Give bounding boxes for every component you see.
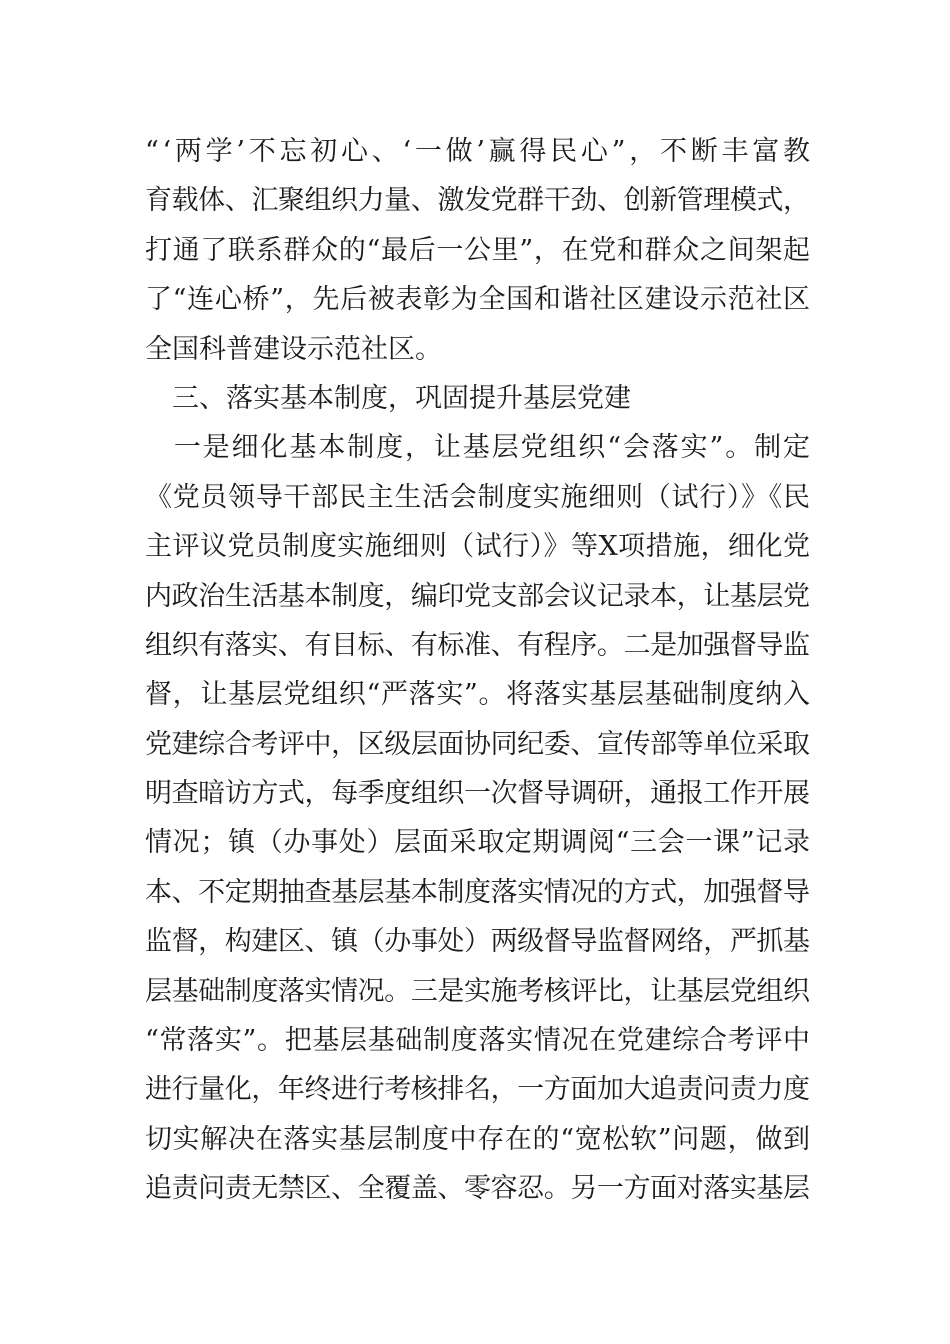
document-body: [145, 127, 814, 1214]
text-line: 党建综合考评中，区级层面协同纪委、宣传部等单位采取: [145, 728, 810, 760]
text-line: 层基础制度落实情况。三是实施考核评比，让基层党组织: [145, 975, 810, 1007]
section-heading: 三、落实基本制度，巩固提升基层党建: [145, 382, 631, 414]
text-line: 《党员领导干部民主生活会制度实施细则（试行）》《民: [145, 481, 811, 513]
text-line: “常落实”。把基层基础制度落实情况在党建综合考评中: [145, 1025, 811, 1057]
text-line: 追责问责无禁区、全覆盖、零容忍。另一方面对落实基层: [145, 1173, 810, 1205]
text-line: 切实解决在落实基层制度中存在的“宽松软”问题，做到: [145, 1123, 811, 1155]
text-line: 监督，构建区、镇（办事处）两级督导监督网络，严抓基: [145, 926, 810, 958]
text-line: 督，让基层党组织“严落实”。将落实基层基础制度纳入: [145, 679, 811, 711]
text-line: 内政治生活基本制度，编印党支部会议记录本，让基层党: [145, 580, 810, 612]
text-line: 打通了联系群众的“最后一公里”，在党和群众之间架起: [145, 234, 811, 266]
text-line: 一是细化基本制度，让基层党组织“会落实”。制定: [145, 432, 812, 464]
text-line: 情况；镇（办事处）层面采取定期调阅“三会一课”记录: [145, 827, 811, 859]
text-line: 组织有落实、有目标、有标准、有程序。二是加强督导监: [145, 629, 810, 661]
text-line: 全国科普建设示范社区。: [145, 333, 442, 365]
text-line: 本、不定期抽查基层基本制度落实情况的方式，加强督导: [145, 876, 810, 908]
text-line: “‘两学’不忘初心、‘一做’赢得民心”，不断丰富教: [145, 136, 814, 167]
text-line: 了“连心桥”，先后被表彰为全国和谐社区建设示范社区: [145, 284, 811, 316]
text-line: 育载体、汇聚组织力量、激发党群干劲、创新管理模式，: [145, 185, 810, 217]
text-line: 进行量化，年终进行考核排名，一方面加大追责问责力度: [145, 1074, 810, 1106]
text-line: 主评议党员制度实施细则（试行）》等X项措施，细化党: [145, 531, 811, 563]
text-line: 明查暗访方式，每季度组织一次督导调研，通报工作开展: [145, 778, 810, 810]
